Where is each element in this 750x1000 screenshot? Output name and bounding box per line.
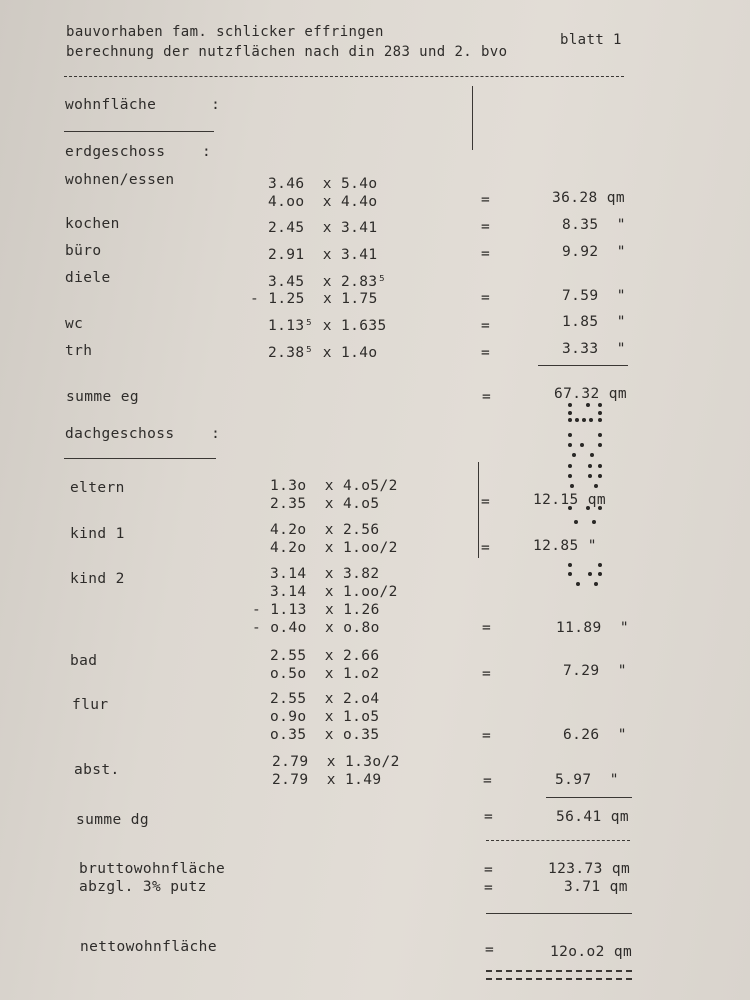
row-calc: 3.14 x 3.82 [270, 566, 380, 582]
netto-label: nettowohnfläche [80, 939, 217, 955]
column-divider [478, 462, 479, 558]
header-rule [64, 76, 624, 77]
row-label-flur: flur [72, 697, 109, 713]
row-label-kochen: kochen [65, 216, 120, 232]
equals-sign: = [481, 219, 491, 235]
column-divider [472, 86, 473, 150]
equals-sign: = [482, 728, 492, 744]
row-calc: 2.55 x 2.66 [270, 648, 380, 664]
equals-sign: = [484, 862, 494, 878]
document-title: bauvorhaben fam. schlicker effringen [66, 24, 384, 40]
row-calc: 2.91 x 3.41 [268, 247, 378, 263]
equals-sign: = [481, 246, 491, 262]
brutto-result: 123.73 qm [548, 861, 631, 877]
total-rule [486, 840, 630, 841]
section-underline [64, 131, 214, 132]
row-label-bad: bad [70, 653, 98, 669]
row-calc: 3.45 x 2.83⁵ [268, 274, 387, 290]
summe-eg-label: summe eg [66, 389, 140, 405]
row-result: 11.89 " [556, 620, 630, 636]
row-calc: 1.3o x 4.o5/2 [270, 478, 398, 494]
row-label-kind-1: kind 1 [70, 526, 125, 542]
equals-sign: = [481, 318, 491, 334]
row-calc: 2.45 x 3.41 [268, 220, 378, 236]
equals-sign: = [485, 942, 495, 958]
row-calc: - 1.25 x 1.75 [250, 291, 378, 307]
subtotal-rule [538, 365, 628, 366]
double-underline [486, 970, 632, 980]
summe-dg-label: summe dg [76, 812, 150, 828]
row-calc: 4.oo x 4.4o [268, 194, 378, 210]
row-result: 36.28 qm [552, 190, 626, 206]
row-result: 8.35 " [562, 217, 626, 233]
row-calc: 3.14 x 1.oo/2 [270, 584, 398, 600]
row-calc: 4.2o x 2.56 [270, 522, 380, 538]
section-underline [64, 458, 216, 459]
row-calc: 1.13⁵ x 1.635 [268, 318, 387, 334]
row-label-buero: büro [65, 243, 102, 259]
putz-label: abzgl. 3% putz [79, 879, 207, 895]
row-result: 1.85 " [562, 314, 626, 330]
equals-sign: = [483, 773, 493, 789]
equals-sign: = [481, 540, 491, 556]
row-calc: 2.79 x 1.49 [272, 772, 382, 788]
section-erdgeschoss: erdgeschoss : [65, 144, 212, 160]
row-label-trh: trh [65, 343, 93, 359]
sheet-number: blatt 1 [560, 32, 622, 48]
equals-sign: = [482, 389, 492, 405]
equals-sign: = [484, 880, 494, 896]
row-calc: o.9o x 1.o5 [270, 709, 380, 725]
netto-result: 12o.o2 qm [550, 944, 633, 960]
row-calc: 4.2o x 1.oo/2 [270, 540, 398, 556]
row-result: 6.26 " [563, 727, 627, 743]
equals-sign: = [481, 290, 491, 306]
putz-result: 3.71 qm [564, 879, 628, 895]
equals-sign: = [481, 494, 491, 510]
equals-sign: = [484, 809, 494, 825]
equals-sign: = [481, 345, 491, 361]
row-label-wc: wc [65, 316, 84, 332]
subtotal-rule [546, 797, 632, 798]
row-result: 5.97 " [555, 772, 619, 788]
row-calc: - 1.13 x 1.26 [252, 602, 380, 618]
summe-eg-result: 67.32 qm [554, 386, 628, 402]
row-calc: 2.55 x 2.o4 [270, 691, 380, 707]
total-rule [486, 913, 632, 914]
equals-sign: = [481, 192, 491, 208]
document-subtitle: berechnung der nutzflächen nach din 283 und 2. bvo [66, 44, 508, 60]
row-calc: 2.35 x 4.o5 [270, 496, 380, 512]
row-label-abst: abst. [74, 762, 120, 778]
equals-sign: = [482, 666, 492, 682]
row-label-kind-2: kind 2 [70, 571, 125, 587]
equals-sign: = [482, 620, 492, 636]
row-result: 9.92 " [562, 244, 626, 260]
row-calc: o.5o x 1.o2 [270, 666, 380, 682]
row-label-wohnen-essen: wohnen/essen [65, 172, 175, 188]
row-calc: 3.46 x 5.4o [268, 176, 378, 192]
row-calc: 2.79 x 1.3o/2 [272, 754, 400, 770]
row-label-eltern: eltern [70, 480, 125, 496]
row-result: 12.15 qm [533, 492, 607, 508]
row-calc: 2.38⁵ x 1.4o [268, 345, 378, 361]
section-wohnflaeche: wohnfläche : [65, 97, 221, 113]
summe-dg-result: 56.41 qm [556, 809, 630, 825]
row-label-diele: diele [65, 270, 111, 286]
row-calc: o.35 x o.35 [270, 727, 380, 743]
section-dachgeschoss: dachgeschoss : [65, 426, 221, 442]
row-result: 3.33 " [562, 341, 626, 357]
row-result: 7.29 " [563, 663, 627, 679]
row-calc: - o.4o x o.8o [252, 620, 380, 636]
brutto-label: bruttowohnfläche [79, 861, 226, 877]
row-result: 7.59 " [562, 288, 626, 304]
row-result: 12.85 " [533, 538, 597, 554]
